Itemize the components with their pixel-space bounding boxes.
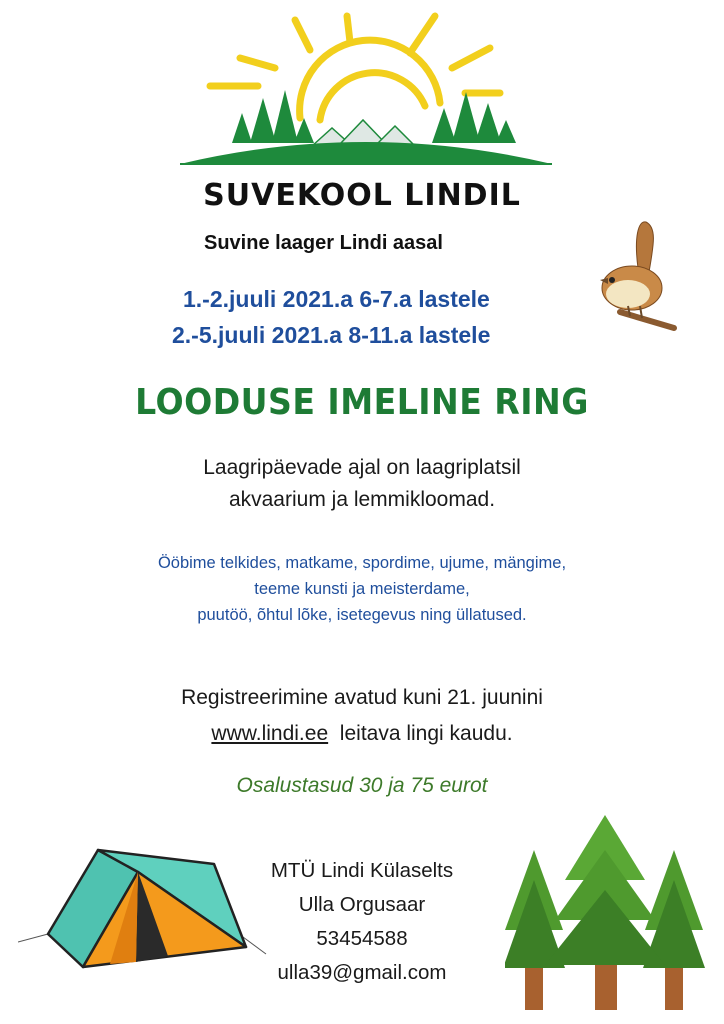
sun-camp-logo [170, 8, 560, 168]
registration-line: Registreerimine avatud kuni 21. juunini [181, 686, 543, 709]
contact-email: ulla39@gmail.com [277, 961, 447, 984]
website-link[interactable]: www.lindi.ee [211, 722, 329, 745]
pine-trees-icon [505, 810, 705, 1015]
tent-icon [18, 842, 268, 972]
activities [0, 550, 724, 628]
description-line: akvaarium ja lemmikloomad. [228, 488, 496, 511]
activities-line: puutöö, õhtul lõke, isetegevus ning üllatused. [197, 606, 527, 624]
activities-line: teeme kunsti ja meisterdame, [254, 580, 470, 598]
fee-text: Osalustasud 30 ja 75 eurot [236, 774, 488, 797]
subtitle: Suvine laager Lindi aasal [204, 232, 443, 254]
date-line-1: 1.-2.juuli 2021.a 6-7.a lastele [183, 286, 490, 312]
contact-name: Ulla Orgusaar [298, 893, 426, 916]
contact-phone: 53454588 [316, 927, 408, 950]
contact-org: MTÜ Lindi Külaselts [270, 859, 454, 882]
date-line-2: 2.-5.juuli 2021.a 8-11.a lastele [172, 322, 491, 348]
headline: LOODUSE IMELINE RING [135, 382, 589, 423]
page-title: SUVEKOOL LINDIL [203, 178, 521, 213]
description-line: Laagripäevade ajal on laagriplatsil [203, 456, 521, 479]
activities-line: Ööbime telkides, matkame, spordime, ujume, mängime, [157, 554, 567, 572]
registration-link-line [0, 716, 724, 752]
registration-line-rest: leitava lingi kaudu. [328, 722, 513, 745]
bird-icon [598, 218, 698, 334]
registration [0, 680, 724, 752]
description [0, 452, 724, 516]
